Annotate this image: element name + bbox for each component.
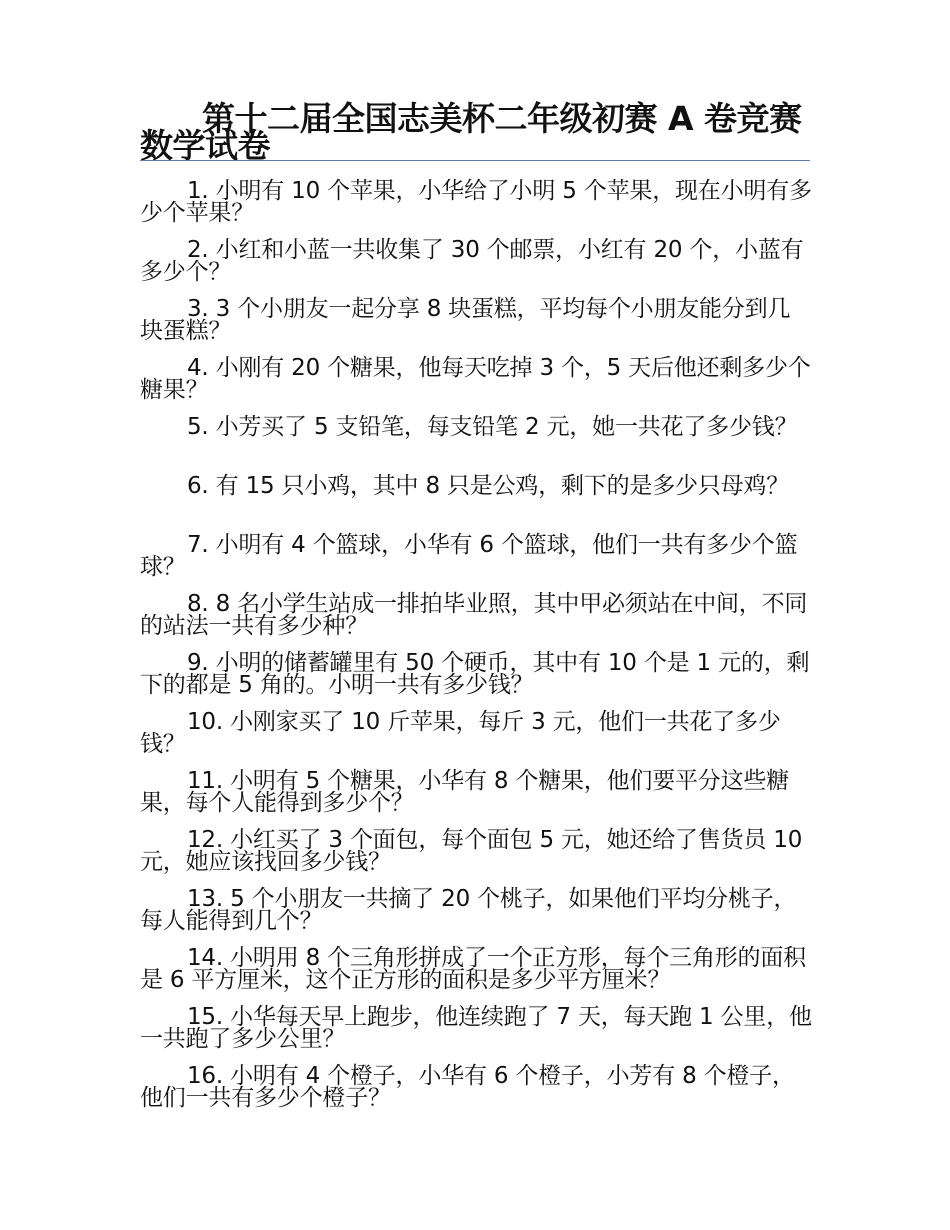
question-9: 9. 小明的储蓄罐里有 50 个硬币，其中有 10 个是 1 元的，剩下的都是 5 角的。小明一共有多少钱？ xyxy=(140,650,810,698)
question-10: 10. 小刚家买了 10 斤苹果，每斤 3 元，他们一共花了多少钱？ xyxy=(140,709,781,757)
question-2: 2. 小红和小蓝一共收集了 30 个邮票，小红有 20 个，小蓝有多少个？ xyxy=(140,237,804,285)
question-14: 14. 小明用 8 个三角形拼成了一个正方形，每个三角形的面积是 6 平方厘米，这个正方形的面积是多少平方厘米？ xyxy=(140,945,806,993)
question-16: 16. 小明有 4 个橙子，小华有 6 个橙子，小芳有 8 个橙子，他们一共有多少个橙子？ xyxy=(140,1063,795,1111)
document-title: 第十二届全国志美杯二年级初赛 A 卷竞赛数学试卷 xyxy=(140,99,802,165)
question-15: 15. 小华每天早上跑步，他连续跑了 7 天，每天跑 1 公里，他一共跑了多少公里？ xyxy=(140,1004,812,1052)
question-11: 11. 小明有 5 个糖果，小华有 8 个糖果，他们要平分这些糖果，每个人能得到多少个？ xyxy=(140,768,789,816)
question-5: 5. 小芳买了 5 支铅笔，每支铅笔 2 元，她一共花了多少钱？ xyxy=(187,414,798,440)
question-8: 8. 8 名小学生站成一排拍毕业照，其中甲必须站在中间，不同的站法一共有多少种？ xyxy=(140,591,808,639)
question-13: 13. 5 个小朋友一共摘了 20 个桃子，如果他们平均分桃子，每人能得到几个？ xyxy=(140,886,797,934)
title-underline xyxy=(140,160,810,161)
question-list xyxy=(140,180,812,1124)
question-7: 7. 小明有 4 个篮球，小华有 6 个篮球，他们一共有多少个篮球？ xyxy=(140,532,798,580)
question-6: 6. 有 15 只小鸡，其中 8 只是公鸡，剩下的是多少只母鸡？ xyxy=(187,473,789,499)
question-4: 4. 小刚有 20 个糖果，他每天吃掉 3 个，5 天后他还剩多少个糖果？ xyxy=(140,355,811,403)
question-1: 1. 小明有 10 个苹果，小华给了小明 5 个苹果，现在小明有多少个苹果？ xyxy=(140,178,812,226)
question-12: 12. 小红买了 3 个面包，每个面包 5 元，她还给了售货员 10 元，她应该找回多少钱？ xyxy=(140,827,803,875)
question-3: 3. 3 个小朋友一起分享 8 块蛋糕，平均每个小朋友能分到几块蛋糕？ xyxy=(140,296,791,344)
